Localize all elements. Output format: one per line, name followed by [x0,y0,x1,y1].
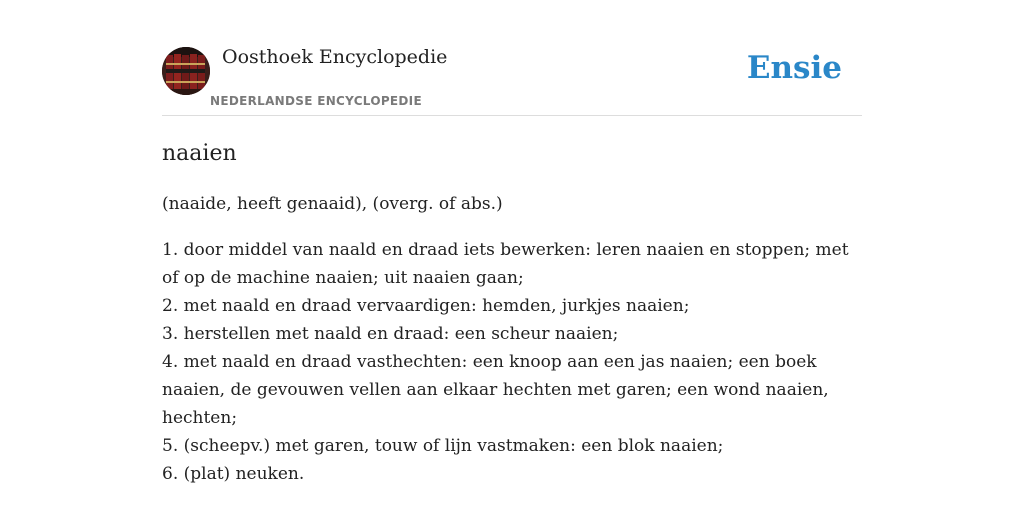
definition-item: 2. met naald en draad vervaardigen: hemden, jurkjes naaien; [162,296,690,316]
entry-content [162,138,862,488]
definition-item: 3. herstellen met naald en draad: een scheur naaien; [162,324,619,344]
encyclopedia-books-icon[interactable] [162,47,210,95]
entry-grammar: (naaide, heeft genaaid), (overg. of abs.) [162,194,503,214]
site-header [162,44,862,116]
definitions-list [162,236,862,488]
definition-item: 6. (plat) neuken. [162,464,305,484]
definition-item: 4. met naald en draad vasthechten: een knoop aan een jas naaien; een boek naaien, de gevouwen vellen aan elkaar hechten met garen; een wond naaien, hechten; [162,352,829,428]
entry-term: naaien [162,141,237,166]
site-tagline: NEDERLANDSE ENCYCLOPEDIE [210,94,422,108]
definition-item: 1. door middel van naald en draad iets bewerken: leren naaien en stoppen; met of op de machine naaien; uit naaien gaan; [162,240,849,288]
site-name[interactable]: Oosthoek Encyclopedie [222,46,448,68]
ensie-logo-link[interactable]: Ensie [746,50,842,86]
definition-item: 5. (scheepv.) met garen, touw of lijn vastmaken: een blok naaien; [162,436,724,456]
